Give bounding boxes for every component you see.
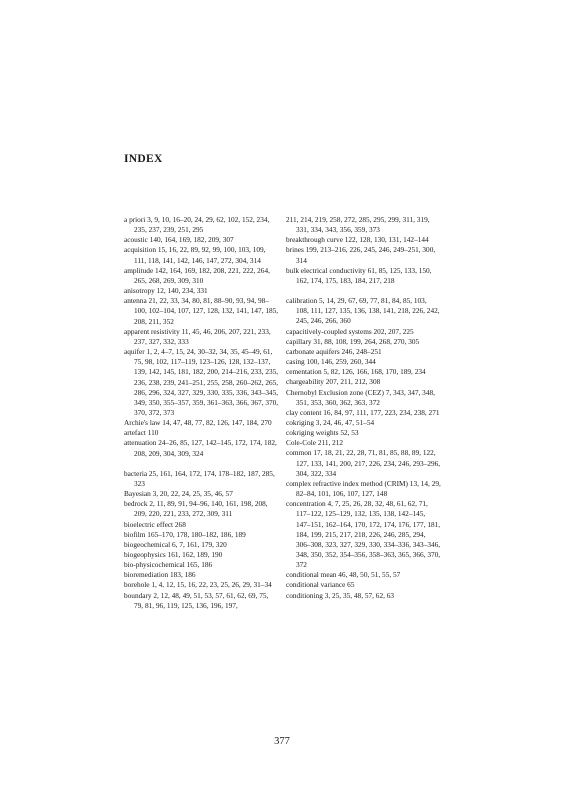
index-entry: conditional mean 46, 48, 50, 51, 55, 57 (286, 570, 401, 580)
index-entry: cementation 5, 82, 126, 166, 168, 170, 189, 234 (286, 367, 426, 377)
index-entry: calibration 5, 14, 29, 67, 69, 77, 81, 84, 85, 103, 108, 111, 127, 135, 136, 138, 141, 218, 226, 242, 245, 246, 266, 360 (286, 296, 440, 326)
index-entry: attenuation 24–26, 85, 127, 142–145, 172, 174, 182, 208, 209, 304, 309, 324 (124, 438, 277, 458)
index-entry: a priori 3, 9, 10, 16–20, 24, 29, 62, 102, 152, 234, 235, 237, 239, 251, 295 (124, 215, 270, 235)
index-entry: borehole 1, 4, 12, 15, 16, 22, 23, 25, 26, 29, 31–34 (124, 580, 272, 590)
index-entry: Chernobyl Exclusion zone (CEZ) 7, 343, 347, 348, 351, 353, 360, 362, 363, 372 (286, 387, 435, 407)
index-left-column (124, 215, 279, 611)
index-entry: Archie's law 14, 47, 48, 77, 82, 126, 147, 184, 270 (124, 418, 272, 428)
index-entry: cokriging weights 52, 53 (286, 428, 359, 438)
index-entry: common 17, 18, 21, 22, 28, 71, 81, 85, 88, 89, 122, 127, 133, 141, 200, 217, 226, 234, 246, 293–296, 304, 322, 334 (286, 448, 441, 478)
index-entry: carbonate aquifers 246, 248–251 (286, 346, 382, 356)
index-entry: conditional variance 65 (286, 580, 355, 590)
index-entry: biogeophysics 161, 162, 189, 190 (124, 550, 223, 559)
index-entry: capillary 31, 88, 108, 199, 264, 268, 270, 305 (286, 336, 420, 346)
index-entry: antenna 21, 22, 33, 34, 80, 81, 88–90, 93, 94, 98–100, 102–104, 107, 127, 128, 132, 141, 147, 185, 208, 211, 352 (124, 296, 279, 326)
index-entry: casing 100, 146, 259, 260, 344 (286, 357, 376, 367)
index-entry: Cole-Cole 211, 212 (286, 438, 344, 448)
index-entry: chargeability 207, 211, 212, 308 (286, 377, 381, 387)
index-entry: acquisition 15, 16, 22, 89, 92, 99, 100, 103, 109, 111, 118, 141, 142, 146, 147, 272, 304, 314 (124, 245, 266, 265)
index-entry: aquifer 1, 2, 4–7, 15, 24, 30–32, 34, 35, 45–49, 61, 75, 98, 102, 117–119, 123–126, 128, 132–137, 139, 142, 145, 181, 182, 200, 214–216, 233, 235, 236, 238, 239, 241–251, 255, 258, 260–262, 265, 286, 296, 324, 327, 329, 330, 335, 336, 343–345, 349, 350, 355–357, 359, 361–363, 366, 367, 370, 370, 372, 373 (124, 347, 279, 417)
index-entry: bulk electrical conductivity 61, 85, 125, 133, 150, 162, 174, 175, 183, 184, 217, 218 (286, 265, 432, 285)
index-entry: bacteria 25, 161, 164, 172, 174, 178–182, 187, 285, 323 (124, 468, 275, 488)
page-number: 377 (274, 736, 290, 747)
index-entry: cokriging 3, 24, 46, 47, 51–54 (286, 417, 375, 427)
index-entry: clay content 16, 84, 97, 111, 177, 223, 234, 238, 271 (286, 407, 440, 417)
index-entry: bio-physicochemical 165, 186 (124, 560, 213, 570)
index-entry: amplitude 142, 164, 169, 182, 208, 221, 222, 264, 265, 268, 269, 309, 310 (124, 265, 270, 285)
index-entry: bedrock 2, 11, 89, 91, 94–96, 140, 161, 198, 208, 209, 220, 221, 233, 272, 309, 311 (124, 499, 268, 519)
index-entry: complex refractive index method (CRIM) 13, 14, 29, 82–84, 101, 106, 107, 127, 148 (286, 478, 441, 499)
letter-group-gap (286, 286, 441, 296)
index-right-column (286, 215, 441, 601)
index-entry: concentration 4, 7, 25, 26, 28, 32, 48, 61, 62, 71, 117–122, 125–129, 132, 135, 138, 142–145, 147–151, 162–164, 170, 172, 174, 176, 177, 181, 184, 199, 215, 217, 218, 226, 246, 285, 294, 306–308, 323, 327, 329, 330, 334–336, 343–346, 348, 350, 352, 354–356, 358–363, 365, 366, 370, 372 (286, 499, 441, 570)
index-entry: anisotropy 12, 140, 234, 331 (124, 286, 208, 296)
index-entry: acoustic 140, 164, 169, 182, 209, 307 (124, 235, 234, 245)
index-entry: brines 199, 213–216, 226, 245, 246, 249–251, 300, 314 (286, 245, 436, 265)
index-entry: apparent resistivity 11, 45, 46, 206, 207, 221, 233, 237, 327, 332, 333 (124, 326, 271, 346)
index-entry: biogeochemical 6, 7, 161, 179, 320 (124, 539, 227, 549)
index-entry: Bayesian 3, 20, 22, 24, 25, 35, 46, 57 (124, 489, 233, 499)
index-entry: capacitively-coupled systems 202, 207, 225 (286, 326, 414, 336)
index-entry: bioremediation 183, 186 (124, 570, 196, 580)
letter-group-gap (124, 459, 279, 469)
index-heading: INDEX (124, 153, 163, 165)
index-entry: artefact 110 (124, 428, 159, 438)
index-entry: boundary 2, 12, 48, 49, 51, 53, 57, 61, 62, 69, 75, 79, 81, 96, 119, 125, 136, 196, 197, (124, 590, 269, 610)
index-entry: breakthrough curve 122, 128, 130, 131, 142–144 (286, 235, 429, 245)
index-entry: bioelectric effect 268 (124, 519, 186, 529)
index-entry: biofilm 165–170, 178, 180–182, 186, 189 (124, 529, 246, 539)
index-entry: 211, 214, 219, 258, 272, 285, 295, 299, 311, 319, 331, 334, 343, 356, 359, 373 (286, 215, 430, 235)
index-entry: conditioning 3, 25, 35, 48, 57, 62, 63 (286, 590, 395, 600)
